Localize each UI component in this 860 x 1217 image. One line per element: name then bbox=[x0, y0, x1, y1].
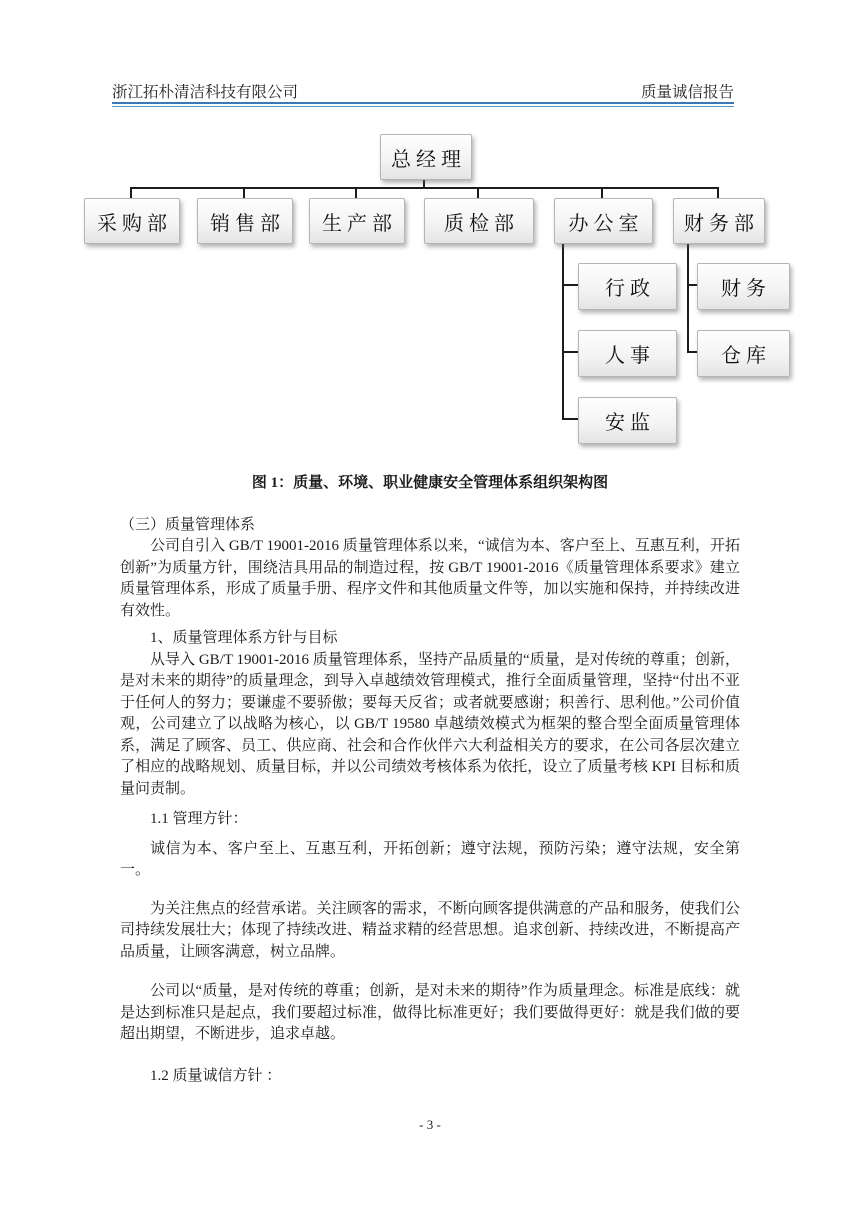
subheading-management-policy: 1.1 管理方针： bbox=[150, 811, 248, 827]
section-heading-quality-system: （三）质量管理体系 bbox=[120, 516, 256, 533]
paragraph-intro: 公司自引入 GB/T 19001-2016 质量管理体系以来，“诚信为本、客户至上、互惠互利，开拓创新”为质量方针，围绕洁具用品的制造过程，按 GB/T 19001-2016《质量管理体系要求》建立质量管理体系，形成了质量手册、程序文件和其他质量文件等，加以实施和保持，并持续改进有效性。 bbox=[120, 538, 740, 619]
subheading-policy-and-goals: 1、质量管理体系方针与目标 bbox=[150, 630, 338, 646]
connector-finance-drop bbox=[687, 242, 689, 352]
figure-caption: 图 1：质量、环境、职业健康安全管理体系组织架构图 bbox=[251, 475, 609, 491]
connector-finance-warehouse bbox=[687, 351, 697, 353]
header-company-name: 浙江拓朴清洁科技有限公司 bbox=[112, 84, 299, 101]
org-node-general-manager: 总经理 bbox=[380, 134, 472, 180]
document-body bbox=[120, 473, 740, 1087]
paragraph-quality-concept: 公司以“质量，是对传统的尊重；创新，是对未来的期待”作为质量理念。标准是底线：就是达到标准只是起点，我们要超过标准，做得比标准更好；我们要做得更好：就是我们做的要超出期望，不断进步，追求卓越。 bbox=[120, 983, 740, 1042]
paragraph-customer-focus: 为关注焦点的经营承诺。关注顾客的需求，不断向顾客提供满意的产品和服务，使我们公司持续发展壮大；体现了持续改进、精益求精的经营思想。追求创新、持续改进，不断提高产品质量，让顾客满意，树立品牌。 bbox=[120, 900, 740, 960]
org-node-safety-supervision: 安监 bbox=[578, 397, 677, 444]
connector-office-safety bbox=[562, 418, 578, 420]
org-node-office: 办公室 bbox=[554, 198, 653, 244]
connector-office-hr bbox=[562, 351, 578, 353]
org-node-administration: 行政 bbox=[578, 263, 677, 310]
org-node-sales-dept: 销售部 bbox=[197, 198, 293, 244]
connector-office-drop bbox=[562, 242, 564, 420]
paragraph-system-description: 从导入 GB/T 19001-2016 质量管理体系，坚持产品质量的“质量，是对传统的尊重；创新，是对未来的期待”的质量理念，到导入卓越绩效管理模式，推行全面质量管理，坚持“付出不亚于任何人的努力；要谦虚不要骄傲；要每天反省；或者就要感谢；积善行、思利他。”公司价值观，公司建立了以战略为核心，以 GB/T 19580 卓越绩效模式为框架的整合型全面质量管理体系，满足了顾客、员工、供应商、社会和合作伙伴六大利益相关方的要求，在公司各层次建立了相应的战略规划、质量目标，并以公司绩效考核体系为依托，设立了质量考核 KPI 目标和质量问责制。 bbox=[120, 651, 740, 797]
connector-finance-fin bbox=[687, 284, 697, 286]
page-number: - 3 - bbox=[419, 1117, 441, 1132]
connector-bus bbox=[130, 187, 719, 189]
header-doc-title: 质量诚信报告 bbox=[640, 84, 734, 101]
org-node-quality-inspection-dept: 质检部 bbox=[424, 198, 534, 244]
org-node-finance: 财务 bbox=[697, 263, 790, 310]
org-node-hr: 人事 bbox=[578, 330, 677, 377]
org-node-production-dept: 生产部 bbox=[309, 198, 405, 244]
org-node-warehouse: 仓库 bbox=[697, 330, 790, 377]
org-node-finance-dept: 财务部 bbox=[673, 198, 765, 244]
org-node-purchasing-dept: 采购部 bbox=[84, 198, 180, 244]
subheading-quality-integrity-policy: 1.2 质量诚信方针 ： bbox=[150, 1067, 282, 1084]
paragraph-policy-statement: 诚信为本、客户至上、互惠互利，开拓创新；遵守法规，预防污染；遵守法规，安全第一。 bbox=[120, 840, 740, 878]
connector-office-admin bbox=[562, 284, 578, 286]
